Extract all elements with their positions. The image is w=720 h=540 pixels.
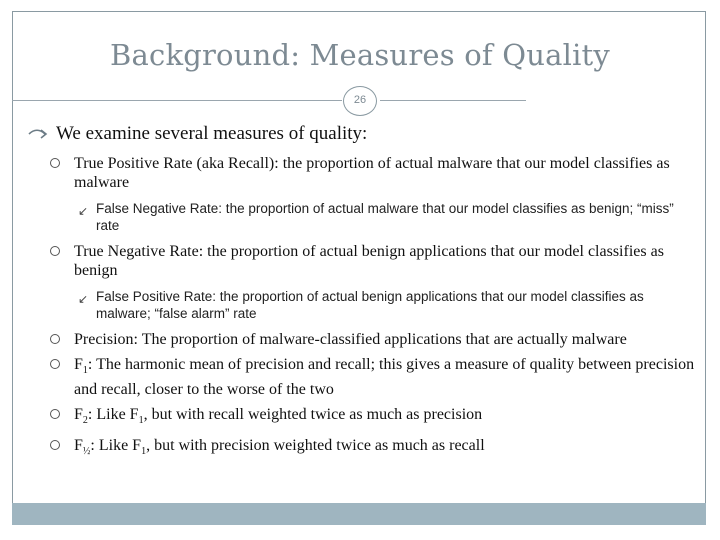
heading-text: We examine several measures of quality: [56, 123, 368, 144]
list-item-fhalf: $F_{\frac{1}{2}}$: Like $F_1$, but with precision weighted twice as much as recall [26, 436, 696, 461]
circle-bullet-icon [50, 334, 60, 344]
item-text: Precision: The proportion of malware-classified applications that are actually malware [74, 331, 627, 348]
subitem-text: False Positive Rate: the proportion of actual benign applications that our model classifies as malware; “false alarm” rate [96, 289, 644, 321]
list-item [26, 242, 696, 280]
item-text: True Positive Rate (aka Recall): the proportion of actual malware that our model classifies as malware [74, 155, 670, 191]
slide-title: Background: Measures of Quality [110, 38, 610, 72]
title-rule-left [12, 100, 342, 101]
arrow-bullet-icon: ↙ [78, 292, 89, 306]
circle-bullet-icon [50, 440, 60, 450]
list-item [26, 154, 696, 192]
circle-bullet-icon [50, 246, 60, 256]
slide-body [26, 123, 696, 468]
circle-bullet-icon [50, 158, 60, 168]
bullet-heading [26, 123, 696, 145]
bullet-arrow-icon [28, 127, 50, 141]
item-text: True Negative Rate: the proportion of actual benign applications that our model classifies as benign [74, 243, 664, 279]
list-item [26, 330, 696, 349]
page-number-badge: 26 [343, 86, 377, 116]
subitem-text: False Negative Rate: the proportion of actual malware that our model classifies as benign; “miss” rate [96, 201, 674, 233]
sub-list-item [26, 288, 696, 322]
circle-bullet-icon [50, 409, 60, 419]
sub-list-item [26, 200, 696, 234]
list-item-f2: $F_2$: Like $F_1$, but with recall weighted twice as much as precision [26, 405, 696, 430]
footer-bar [12, 503, 706, 525]
circle-bullet-icon [50, 359, 60, 369]
list-item-f1: $F_1$: The harmonic mean of precision and recall; this gives a measure of quality between precision and recall, closer to the worse of the two [26, 355, 696, 399]
title-rule-right [380, 100, 526, 101]
arrow-bullet-icon: ↙ [78, 204, 89, 218]
